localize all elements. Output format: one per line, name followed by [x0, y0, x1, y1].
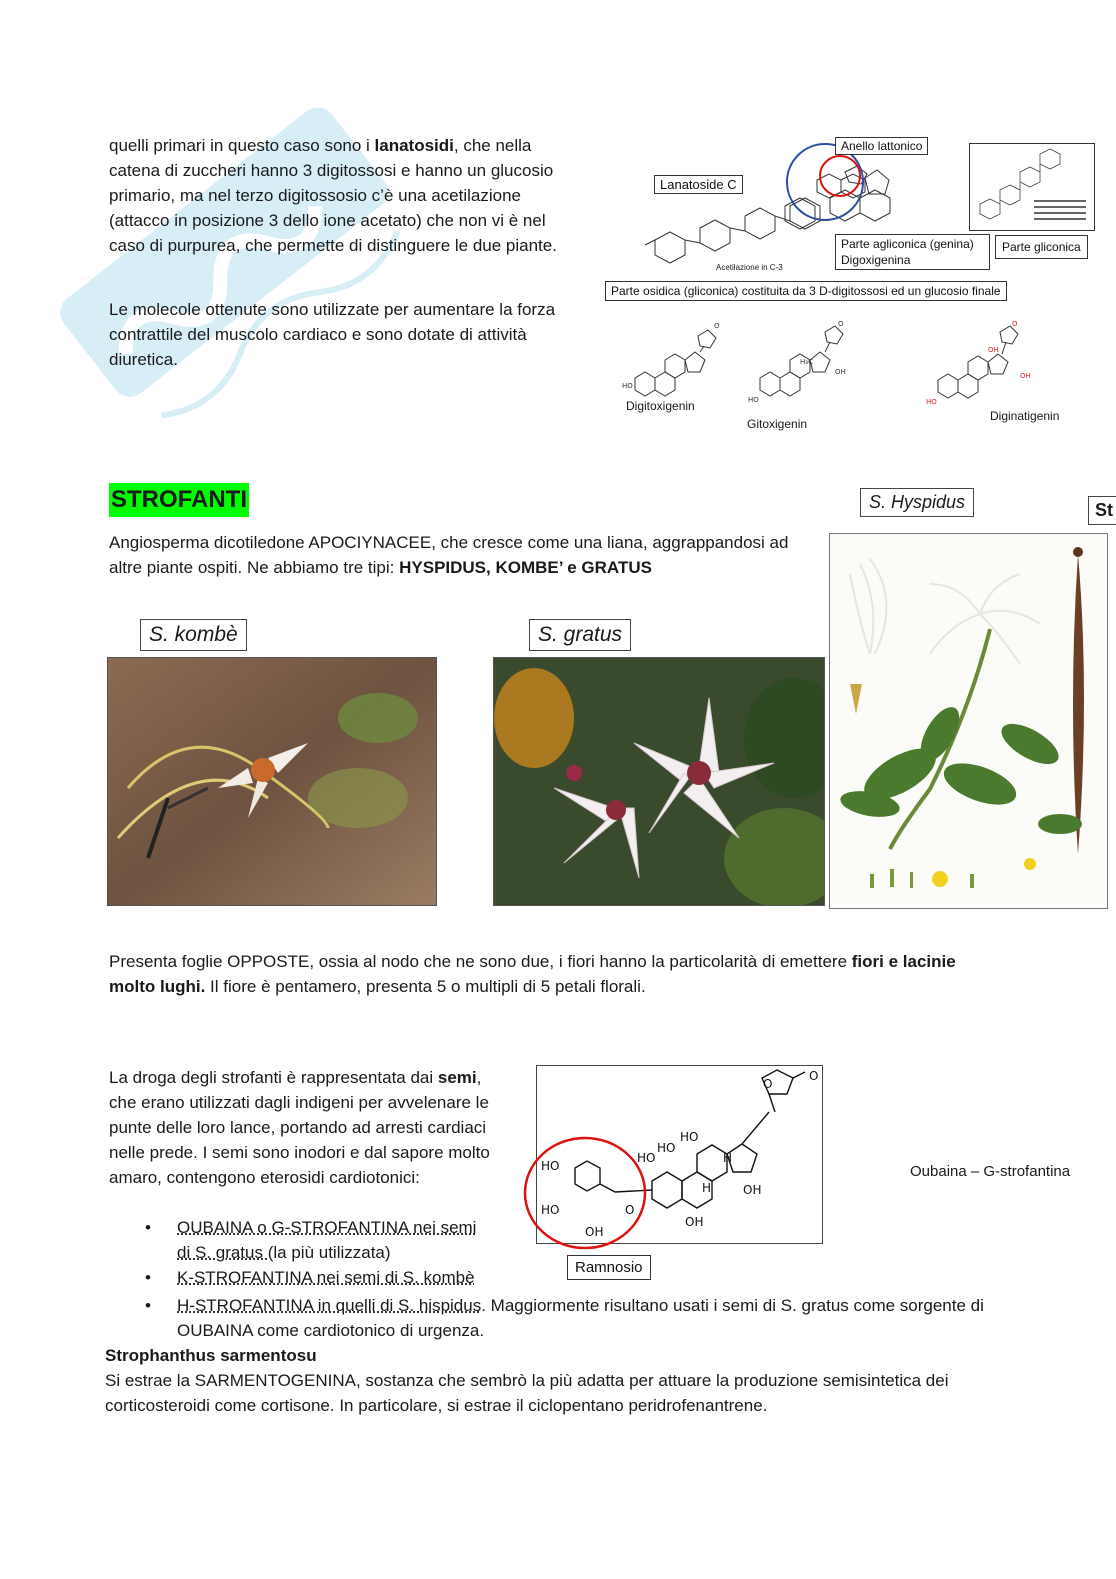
molecole-paragraph: Le molecole ottenute sono utilizzate per aumentare la forza contrattile del muscolo cardiaco e sono dotate di attività diuretica.	[109, 300, 556, 369]
droga-text-cont: , che erano utilizzati dagli indigeni per avvelenare le punte delle loro lance, portando ad arresti cardiaci nelle prede. I semi sono inodori e dal sapore molto amaro, contengono eterosidi cardiotonici:	[109, 1068, 490, 1187]
svg-text:OH: OH	[585, 1225, 604, 1239]
foglie-text-cont: Il fiore è pentamero, presenta 5 o multipli di 5 petali florali.	[205, 977, 646, 996]
oubaina-item-note: (la più utilizzata)	[267, 1243, 391, 1262]
lanatoside-c-label: Lanatoside C	[654, 175, 743, 194]
illustration-s-hyspidus	[829, 533, 1108, 909]
svg-text:HO: HO	[541, 1203, 560, 1217]
svg-text:H: H	[723, 1151, 733, 1165]
photo-s-gratus	[493, 657, 825, 906]
svg-text:HO: HO	[926, 398, 937, 406]
label-s-hyspidus: S. Hyspidus	[860, 488, 974, 517]
intro-bold-term: lanatosidi	[374, 136, 454, 155]
intro-text: quelli primari in questo caso sono i	[109, 136, 375, 155]
droga-paragraph	[109, 1065, 504, 1190]
skuola-watermark-logo	[20, 40, 440, 480]
lanatoside-inset-diagram	[969, 143, 1095, 231]
kombe-flower-illustration	[108, 658, 436, 905]
digoxigenina-text: Digoxigenina	[841, 253, 911, 267]
svg-text:OH: OH	[988, 346, 999, 354]
diginatigenin-caption: Diginatigenin	[990, 409, 1060, 423]
svg-text:HO: HO	[637, 1151, 656, 1165]
eterosidi-list-cont	[109, 1293, 989, 1343]
strofanti-types-bold: HYSPIDUS, KOMBE’ e GRATUS	[399, 558, 652, 577]
droga-text: La droga degli strofanti è rappresentata dai	[109, 1068, 438, 1087]
gitoxigenin-caption: Gitoxigenin	[747, 417, 808, 431]
ramnosio-highlight-circle	[522, 1135, 648, 1251]
digitoxigenin-caption: Digitoxigenin	[626, 399, 695, 413]
label-s-gratus: S. gratus	[529, 619, 631, 651]
acetilazione-caption: Acetilazione in C-3	[716, 263, 783, 272]
svg-text:OH: OH	[835, 368, 846, 376]
list-item	[109, 1293, 989, 1343]
intro-text-cont: , che nella catena di zuccheri hanno 3 digitossosi e hanno un glucosio primario, ma nel terzo digitossosio c’è una acetilazione (attacco in posizione 3 dello ione acetato) che non vi è nel caso di purpurea, che permette di distinguere le due piante.	[109, 136, 557, 255]
svg-text:OH: OH	[743, 1183, 762, 1197]
svg-text:HO: HO	[541, 1159, 560, 1173]
foglie-bold: fiori e lacinie molto lughi.	[109, 952, 956, 996]
intro-paragraph	[109, 133, 579, 258]
agliconica-label	[835, 234, 990, 270]
osidica-label: Parte osidica (gliconica) costituita da 3 D-digitossosi ed un glucosio finale	[605, 281, 1007, 301]
agliconica-text: Parte agliconica (genina)	[841, 237, 974, 251]
svg-text:HO: HO	[748, 396, 759, 404]
svg-text:HO: HO	[622, 382, 633, 390]
svg-text:O: O	[809, 1069, 819, 1083]
photo-s-kombe	[107, 657, 437, 906]
svg-text:OH: OH	[1020, 372, 1031, 380]
svg-text:H: H	[702, 1181, 712, 1195]
gratus-flower-illustration	[494, 658, 824, 905]
svg-text:HO: HO	[657, 1141, 676, 1155]
label-cut-off: St	[1088, 496, 1116, 525]
droga-bold-semi: semi	[437, 1068, 477, 1087]
sarmentosu-title: Strophanthus sarmentosu	[105, 1346, 317, 1365]
h-strofantina-item-text: H-STROFANTINA in quelli di S. hispidus	[177, 1296, 482, 1315]
k-strofantina-item-text: K-STROFANTINA nei semi di S. kombè	[177, 1268, 475, 1287]
foglie-text: Presenta foglie OPPOSTE, ossia al nodo che ne sono due, i fiori hanno la particolarità di emettere	[109, 952, 852, 971]
h-strofantina-item-note: . Maggiormente risultano usati i semi di S. gratus come sorgente di OUBAINA come cardiotonico di urgenza.	[177, 1296, 984, 1340]
gliconica-label: Parte gliconica	[995, 235, 1088, 259]
strofanti-heading: STROFANTI	[109, 483, 249, 517]
strofanti-desc-text: Angiosperma dicotiledone APOCIYNACEE, che cresce come una liana, aggrappandosi ad altre piante ospiti. Ne abbiamo tre tipi:	[109, 533, 789, 577]
eterosidi-list	[109, 1215, 489, 1290]
foglie-paragraph	[109, 949, 989, 999]
svg-text:O: O	[1012, 320, 1018, 328]
oubaina-item-text: OUBAINA o G-STROFANTINA nei semi di S. gratus	[177, 1218, 477, 1262]
strofanti-description	[109, 530, 819, 580]
hyspidus-botanical-drawing	[830, 534, 1107, 908]
oubaina-caption: Oubaina – G-strofantina	[910, 1163, 1071, 1180]
list-item	[109, 1265, 489, 1290]
svg-text:HO: HO	[680, 1130, 699, 1144]
anello-lattonico-label: Anello lattonico	[835, 137, 928, 155]
list-item	[109, 1215, 489, 1265]
svg-text:O: O	[714, 322, 720, 330]
svg-text:OH: OH	[685, 1215, 704, 1229]
label-s-kombe: S. kombè	[140, 619, 247, 651]
ramnosio-label: Ramnosio	[567, 1255, 651, 1280]
sarmentosu-paragraph: Si estrae la SARMENTOGENINA, sostanza che sembrò la più adatta per attuare la produzione semisintetica dei corticosteroidi come cortisone. In particolare, si estrae il ciclopentano peridrofenantrene.	[105, 1371, 949, 1415]
svg-text:H₃C: H₃C	[800, 358, 813, 366]
svg-text:O: O	[625, 1203, 635, 1217]
inset-structure-drawing	[970, 144, 1094, 230]
svg-text:O: O	[838, 320, 844, 328]
svg-text:O: O	[763, 1077, 773, 1091]
